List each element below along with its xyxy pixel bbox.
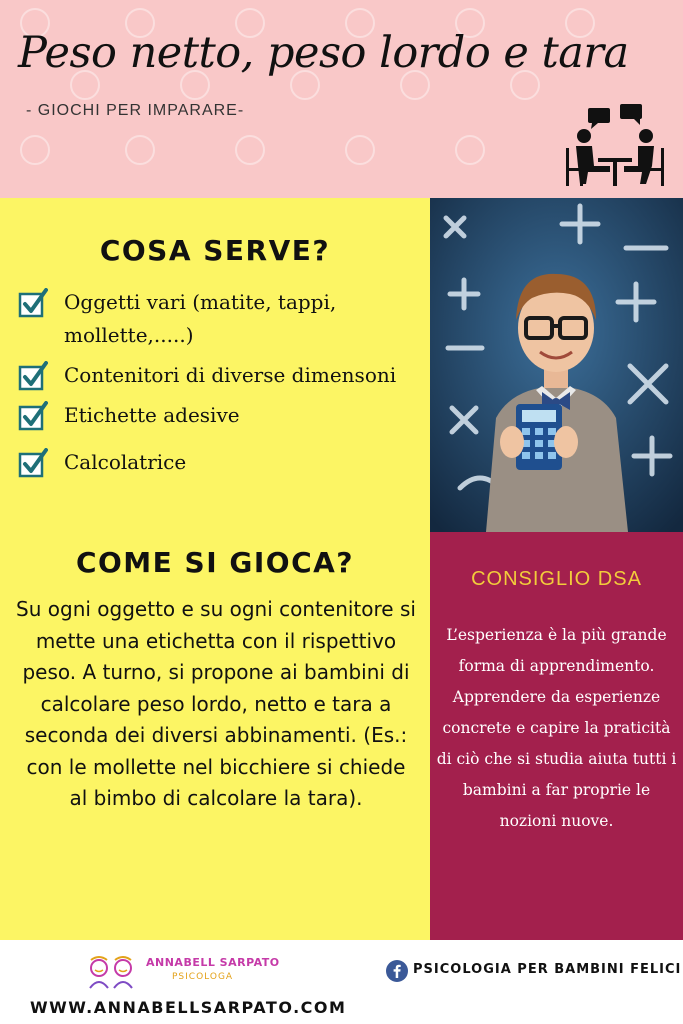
list-item-label: Calcolatrice (64, 450, 187, 474)
checkbox-checked-icon (18, 448, 48, 478)
materials-list (18, 286, 423, 479)
dsa-tip-panel (430, 532, 683, 940)
list-item-label: Oggetti vari (matite, tappi, mollette,.....) (64, 290, 337, 347)
page-subtitle: - GIOCHI PER IMPARARE- (26, 102, 245, 119)
brand-logo (86, 952, 280, 992)
list-item (18, 359, 423, 392)
materials-heading: COSA SERVE? (99, 234, 331, 267)
how-to-play-heading: COME SI GIOCA? (75, 546, 355, 579)
list-item (18, 286, 423, 352)
instructions-panel (0, 198, 430, 940)
dsa-tip-title: CONSIGLIO DSA (471, 568, 642, 590)
facebook-icon[interactable] (386, 960, 408, 982)
list-item-label: Etichette adesive (64, 403, 240, 427)
logo-role: PSICOLOGA (172, 972, 234, 982)
list-item-label: Contenitori di diverse dimensoni (64, 363, 397, 387)
list-item (18, 399, 423, 432)
page-title: Peso netto, peso lordo e tara (18, 28, 629, 78)
website-link[interactable]: WWW.ANNABELLSARPATO.COM (30, 998, 347, 1017)
checkbox-checked-icon (18, 401, 48, 431)
how-to-play-text: Su ogni oggetto e su ogni contenitore si mette una etichetta con il rispettivo peso. A turno, si propone ai bambini di calcolare peso lordo, netto e tara a seconda dei diversi abbinamenti. (Es.: con le mollette nel bicchiere si chiede al bimbo di calcolare la tara). (16, 597, 416, 810)
facebook-page-link[interactable]: PSICOLOGIA PER BAMBINI FELICI (413, 962, 682, 977)
checkbox-checked-icon (18, 361, 48, 391)
logo-name: ANNABELL SARPATO (146, 956, 280, 969)
checkbox-checked-icon (18, 288, 48, 318)
header (0, 0, 683, 198)
meeting-people-icon (560, 104, 670, 188)
list-item (18, 446, 423, 479)
dsa-tip-text: L’esperienza è la più grande forma di apprendimento. Apprendere da esperienze concrete e capire la praticità di ciò che si studia aiuta tutti i bambini a far proprie le nozioni nuove. (436, 626, 677, 830)
boy-with-calculator-photo (430, 198, 683, 532)
footer (0, 940, 683, 1024)
kids-logo-icon (86, 954, 138, 990)
